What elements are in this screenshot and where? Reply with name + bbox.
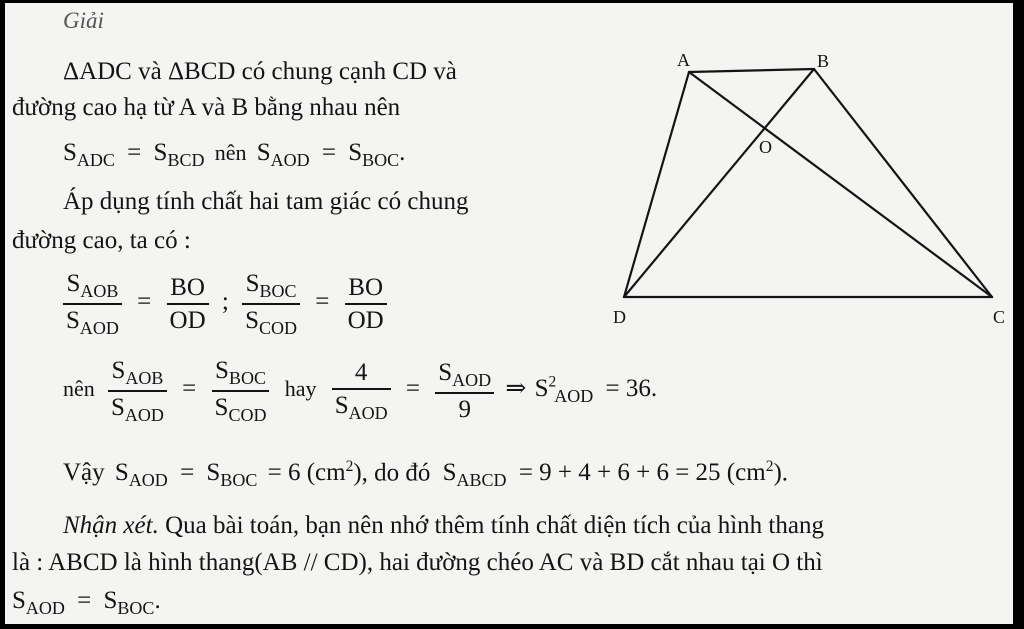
fraction-bo-od: $\frac{BO}{OD}$ [167,275,209,333]
fraction-aod-9: $\frac{S_{AOD}}{9}$ [435,360,494,422]
para2-line1: Áp dụng tính chất hai tam giác có chung [63,188,469,215]
trapezoid-figure [601,47,1011,337]
area-aod: $S_{AOD}$ [256,139,310,170]
label-d: D [613,307,626,327]
equation-2: $\frac{S_{AOB}}{S_{AOD}}$ = $\frac{BO}{OD}$ ; $\frac{S_{BOC}}{S_{COD}}$ = $\frac{BO}{OD}$ [60,271,390,337]
area-boc: $S_{BOC}$ [348,139,400,170]
label-b: B [817,51,830,71]
edge-bc [814,69,992,297]
fraction-aob-aod-2: $\frac{S_{AOB}}{S_{AOD}}$ [108,358,167,424]
remark-line2: là : ABCD là hình thang(AB // CD), hai đường chéo AC và BD cắt nhau tại O thì [12,549,823,576]
fraction-boc-cod-2: $\frac{S_{BOC}}{S_{COD}}$ [212,358,270,424]
equation-3: nên $\frac{S_{AOB}}{S_{AOD}}$ = $\frac{S_{BOC}}{S_{COD}}$ hay $\frac{4}{S_{AOD}}$ = $\frac{S_{AOD}}{9}$ ⇒ $S^2_{AOD} = 36$. [63,357,658,425]
equation-1: $S_{ADC} = S_{BCD}$ nên $S_{AOD} = S_{BOC}$. [63,139,406,170]
fraction-bo-od-2: $\frac{BO}{OD}$ [345,275,387,333]
solution-heading: Giải [63,8,104,33]
remark-label: Nhận xét. [63,512,159,539]
document-page [5,3,1013,624]
label-c: C [993,307,1006,327]
para1-line1: ΔADC và ΔBCD có chung cạnh CD và [63,58,457,85]
fraction-4-aod: $\frac{4}{S_{AOD}}$ [332,360,391,422]
area-aod-squared: $S^2_{AOD}$ [534,374,594,407]
label-o: O [759,137,772,157]
label-a: A [677,50,690,70]
remark-line1: Nhận xét. Qua bài toán, bạn nên nhớ thêm tính chất diện tích của hình thang [63,512,824,539]
area-bcd: $S_{BCD}$ [153,139,205,170]
diagonal-ac [689,72,992,297]
equation-4: Vậy $S_{AOD} = S_{BOC} = 6$ $(cm^2)$, do đó $S_{ABCD} = 9 + 4 + 6 + 6 = 25$ $(cm^2)$. [63,458,789,491]
diagonal-bd [624,69,814,297]
area-adc: $S_{ADC}$ [63,139,115,170]
para1-line2: đường cao hạ từ A và B bằng nhau nên [12,94,401,121]
edge-da [624,72,689,297]
edge-ab [689,69,814,72]
fraction-boc-cod: $\frac{S_{BOC}}{S_{COD}}$ [242,271,300,337]
equation-5: $S_{AOD} = S_{BOC}$. [12,587,161,618]
fraction-aob-aod: $\frac{S_{AOB}}{S_{AOD}}$ [63,271,122,337]
para2-line2: đường cao, ta có : [12,227,191,254]
